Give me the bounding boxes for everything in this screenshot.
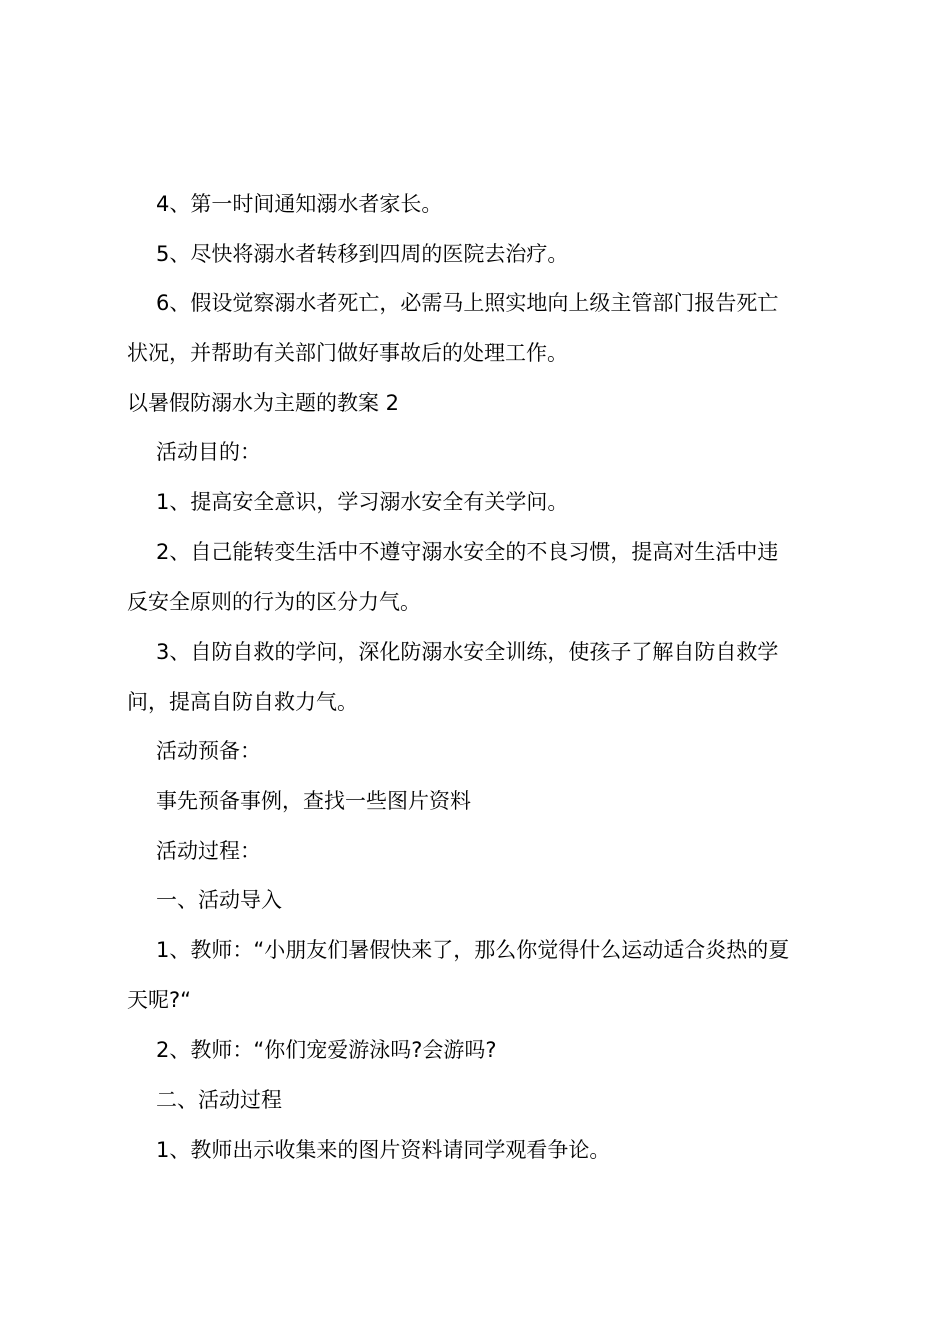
paragraph-line: 一、活动导入 [156,888,282,912]
paragraph-line: 5、尽快将溺水者转移到四周的医院去治疗。 [156,242,569,266]
paragraph-line: 3、自防自救的学问，深化防溺水安全训练，使孩子了解自防自救学 [156,640,779,664]
paragraph-line: 2、自己能转变生活中不遵守溺水安全的不良习惯，提高对生活中违 [156,540,779,564]
paragraph-line: 问，提高自防自救力气。 [127,690,358,714]
paragraph-line: 1、提高安全意识，学习溺水安全有关学问。 [156,490,569,514]
paragraph-line: 活动过程： [156,839,261,863]
paragraph-line: 活动预备： [156,739,261,763]
paragraph-line: 天呢?“ [127,988,192,1012]
paragraph-line: 事先预备事例，查找一些图片资料 [156,789,471,813]
paragraph-line: 4、第一时间通知溺水者家长。 [156,192,443,216]
paragraph-line: 6、假设觉察溺水者死亡，必需马上照实地向上级主管部门报告死亡 [156,291,779,315]
paragraph-line: 1、教师出示收集来的图片资料请同学观看争论。 [156,1138,611,1162]
paragraph-line: 反安全原则的行为的区分力气。 [127,590,421,614]
paragraph-line: 2、教师：“你们宠爱游泳吗?会游吗? [156,1038,497,1062]
paragraph-line: 活动目的： [156,440,261,464]
paragraph-line: 1、教师：“小朋友们暑假快来了，那么你觉得什么运动适合炎热的夏 [156,938,790,962]
paragraph-line: 状况，并帮助有关部门做好事故后的处理工作。 [127,341,568,365]
paragraph-line: 二、活动过程 [156,1088,282,1112]
section-heading: 以暑假防溺水为主题的教案 2 [127,391,400,415]
